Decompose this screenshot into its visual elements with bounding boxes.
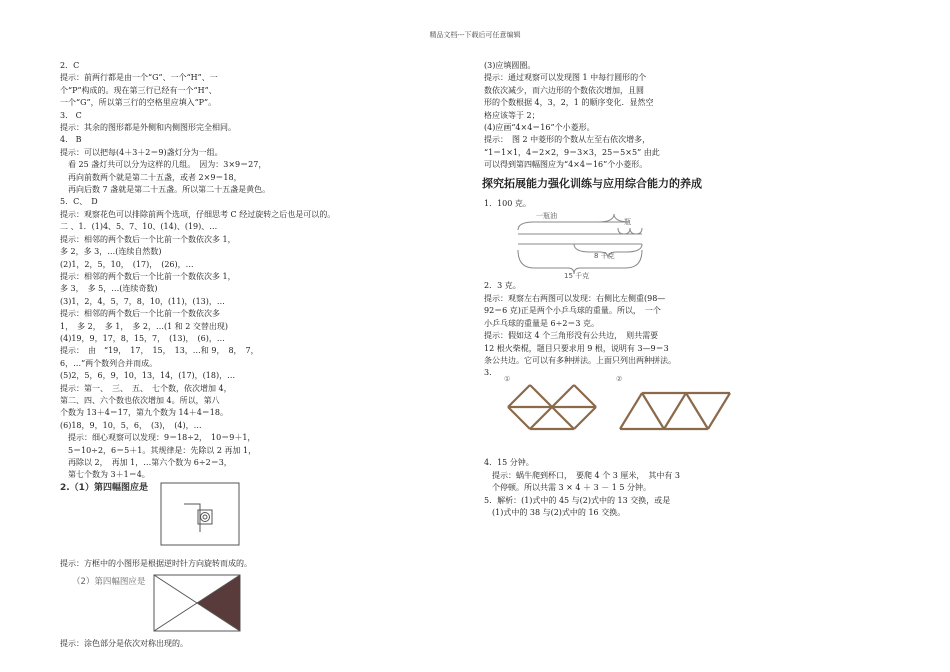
left-answer-line: 提示：细心观察可以发现：9＝18÷2， 10＝9＋1， [60,433,256,443]
right-answer-line: 小乒乓球的重量是 6÷2＝3 克。 [484,318,600,328]
shaded-square-figure [153,574,241,632]
brace-diagram [514,210,734,280]
right-answer-line: 提示： 图 2 中菱形的个数从左至右依次增多， [484,135,651,145]
left-answer-line: 看 25 盏灯共可以分为这样的几组。 因为：3×9＝27， [60,160,267,170]
q3-figures [484,367,744,457]
q2-part1-label: 2.（1）第四幅图应是 [60,482,148,493]
left-answer-line: 个数为 13＋4＝17，第九个数为 14＋4＝18。 [60,408,228,418]
hint-rotation: 提示：方框中的小图形是根据逆时针方向旋转而成的。 [60,558,252,568]
right-answer-lines-b [484,280,744,367]
left-answer-line: (6)18，9，10，5，6， (3)， (4)，… [60,420,202,430]
left-answer-line: 第二、四、六个数也依次增加 4。所以，第八 [60,395,220,405]
left-answer-line: 5．C、 D [60,197,98,207]
left-answer-line: 提示：观察花色可以排除前两个选项，仔细思考 C 经过旋转之后也是可以的。 [60,209,336,219]
left-answer-line: 提示：相邻的两个数后一个比前一个数依次多 1， [60,271,236,281]
right-answer-line: (3)应填圆圈。 [484,61,536,70]
left-answer-line: 3. C [60,110,82,120]
label-8kg: 8 千克 [594,252,615,261]
left-answer-line: (3)1，2，4，5，7，8，10，(11)，(13)，… [60,296,225,306]
right-answer-line: 92＝6 克)正是两个小乒乓球的重量。所以， 一个 [484,306,661,316]
page-header: 精品文档---下载后可任意编辑 [429,31,521,39]
left-answer-line: (4)19，9，17，8，15，7， (13)， (6)，… [60,333,225,343]
right-answer-line: 12 根火柴棍，题目只要求用 9 根，说明有 3—9＝3 [484,343,669,353]
label-oil-bottle: 一瓶油 [536,212,557,221]
label-bottle: 瓶 [624,218,631,227]
right-answer-line: (1)式中的 38 与(2)式中的 16 交换。 [484,507,626,517]
q2-part2 [60,574,460,638]
figure-2-label: ② [616,375,623,384]
oil-diagram [484,210,744,280]
left-answer-line: 个“P”构成的。现在第三行已经有一个“H”、 [60,85,217,95]
left-answer-line: 二 、1．(1)4、5、7、10、(14)、(19)、… [60,222,218,232]
right-answer-line: 2．3 克。 [484,281,521,291]
left-answer-line: 再向后数 7 盏就是第二十五盏。所以第二十五盏是黄色。 [60,185,271,195]
left-answer-line: 提示：相邻的两个数后一个比前一个数依次多 1， [60,234,236,244]
right-answer-lines-a [484,60,744,172]
right-answer-line: 形的个数根据 4，3，2，1 的顺序变化．显然空 [484,98,654,108]
left-column [60,60,460,651]
left-answer-line: 提示：可以把每(4＋3＋2＝9)盏灯分为一组。 [60,147,223,157]
right-answer-line: “1＝1×1，4＝2×2，9＝3×3，25＝5×5” 由此 [484,147,660,157]
section-title: 探究拓展能力强化训练与应用综合能力的养成 [482,176,702,190]
right-answer-line: 格应该等于 2； [484,110,540,120]
right-answer-line: 数依次减少，而六边形的个数依次增加，且圆 [484,85,644,95]
left-answer-line: (2)1，2，5，10， (17)， (26)，… [60,259,194,269]
left-answer-line: 第七个数为 3＋1＝4。 [60,470,150,480]
left-answer-line: 2．C [60,61,80,70]
left-answer-lines [60,60,460,482]
left-answer-line: 提示：其余的图形都是外侧和内侧图形完全相同。 [60,123,236,133]
right-answer-line: 提示：观察左右两图可以发现：右侧比左侧重(98— [484,293,666,303]
left-answer-line: 1， 多 2， 多 1， 多 2，…(1 和 2 交替出现) [60,321,229,331]
right-answer-lines-c [484,457,744,519]
left-answer-line: 一个“G”，所以第三行的空格里应填入“P”。 [60,98,217,108]
right-answer-line: 提示：假如这 4 个三角形没有公共边， 则共需要 [484,331,659,341]
right-answer-line: 提示：蜗牛爬到杯口， 要爬 4 个 3 厘米， 其中有 3 [484,470,680,480]
figure-1-label: ① [504,375,511,384]
q2-part2-label: （2）第四幅图应是 [72,577,146,588]
left-answer-line: 再除以 2， 再加 1，…第六个数为 6÷2＝3， [60,458,232,467]
left-answer-line: (5)2，5，6，9，10，13，14，(17)，(18)，… [60,371,236,381]
left-answer-line: 多 2，多 3，…(连续自然数) [60,247,162,257]
label-15kg: 15 千克 [564,272,590,281]
right-answer-line: 个停顿。所以共需 3 × 4 ＋ 3 － 1 5 分钟。 [484,483,652,493]
q2-part1 [60,482,460,560]
right-answer-line: 提示：通过观察可以发现图 1 中每行圆形的个 [484,73,647,83]
left-answer-line: 提示：前两行都是由一个“G”、一个“H”、一 [60,73,218,83]
right-answer-line: 4．15 分钟。 [484,458,534,468]
right-answer-line: 条公共边。它可以有多种拼法。上面只列出两种拼法。 [484,355,676,365]
right-answer-line: 可以得到第四幅图应为“4×4＝16”个小菱形。 [484,160,648,170]
left-answer-line: 5＝10÷2，6＝5＋1。其规律是：先除以 2 再加 1， [60,445,257,455]
left-answer-line: 6，…”两个数列合并而成。 [60,358,158,368]
left-answer-line: 再向前数两个就是第二十五盏，或者 2×9＝18， [60,172,242,182]
hint-shading: 提示：涂色部分是依次对称出现的。 [60,639,188,649]
left-answer-line: 提示：相邻的两个数后一个比前一个数依次多 [60,309,220,319]
matchstick-triangles [484,377,744,457]
left-answer-line: 提示： 由 “19， 17， 15， 13，…和 9， 8， 7， [60,346,259,356]
right-answer-line: 5．解析：(1)式中的 45 与(2)式中的 13 交换，或是 [484,495,671,505]
q1-answer: 1．100 克。 [484,199,531,209]
left-answer-line: 提示：第一、 三、 五、 七个数，依次增加 4， [60,383,232,393]
rotation-figure [160,482,240,546]
right-answer-line: (4)应画“4×4＝16”个小菱形。 [484,123,595,133]
right-column [484,60,744,519]
left-answer-line: 4. B [60,135,82,145]
q3-label: 3． [484,368,498,378]
left-answer-line: 多 3， 多 5，…(连续奇数) [60,284,158,294]
